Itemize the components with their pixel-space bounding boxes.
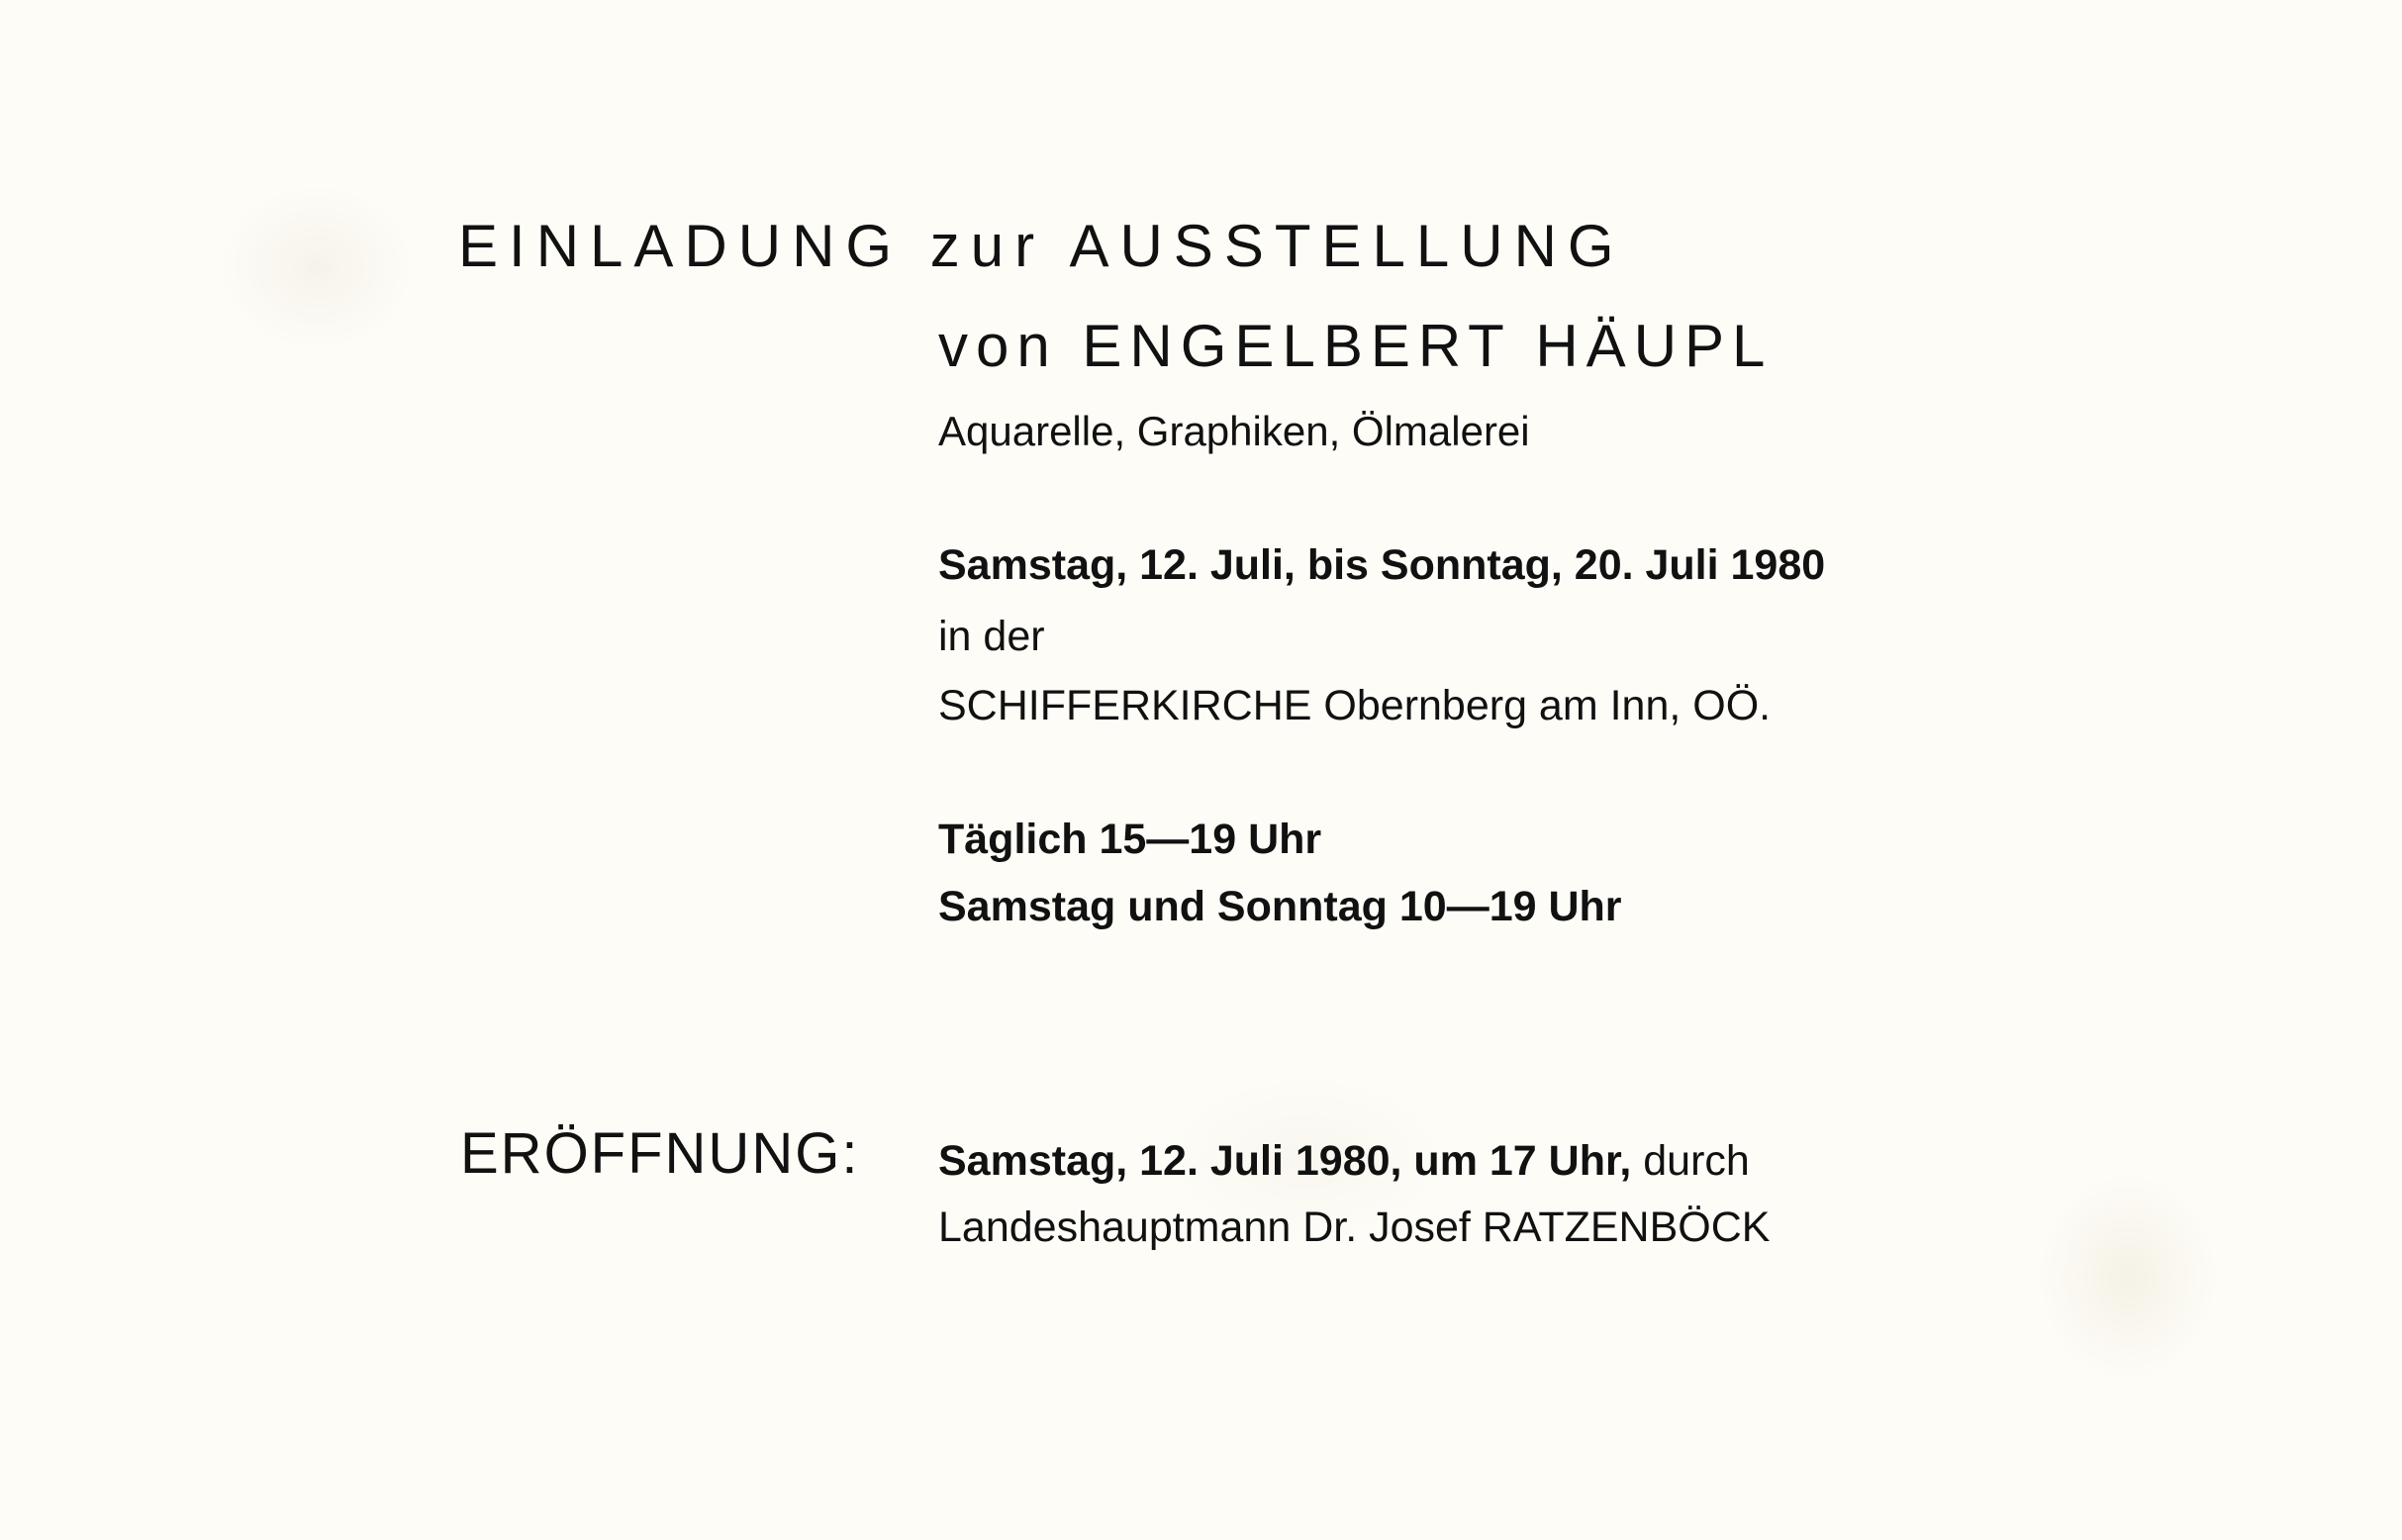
opening-by: durch bbox=[1643, 1137, 1750, 1185]
invitation-title: EINLADUNG zur AUSSTELLUNG bbox=[458, 213, 1625, 279]
opening-hours-daily: Täglich 15—19 Uhr bbox=[938, 816, 1322, 863]
media-subtitle: Aquarelle, Graphiken, Ölmalerei bbox=[938, 408, 1530, 454]
opening-date-line bbox=[938, 1137, 1750, 1185]
opening-hours-weekend: Samstag und Sonntag 10—19 Uhr bbox=[938, 883, 1622, 930]
exhibition-dates: Samstag, 12. Juli, bis Sonntag, 20. Juli 1980 bbox=[938, 541, 1826, 589]
opening-date: Samstag, 12. Juli 1980, um 17 Uhr, bbox=[938, 1137, 1632, 1185]
opening-person: Landeshauptmann Dr. Josef RATZENBÖCK bbox=[938, 1203, 1771, 1251]
artist-name: von ENGELBERT HÄUPL bbox=[938, 313, 1774, 379]
opening-label: ERÖFFNUNG: bbox=[460, 1121, 860, 1186]
venue-preposition: in der bbox=[938, 613, 1045, 660]
venue-name: SCHIFFERKIRCHE Obernberg am Inn, OÖ. bbox=[938, 682, 1772, 729]
